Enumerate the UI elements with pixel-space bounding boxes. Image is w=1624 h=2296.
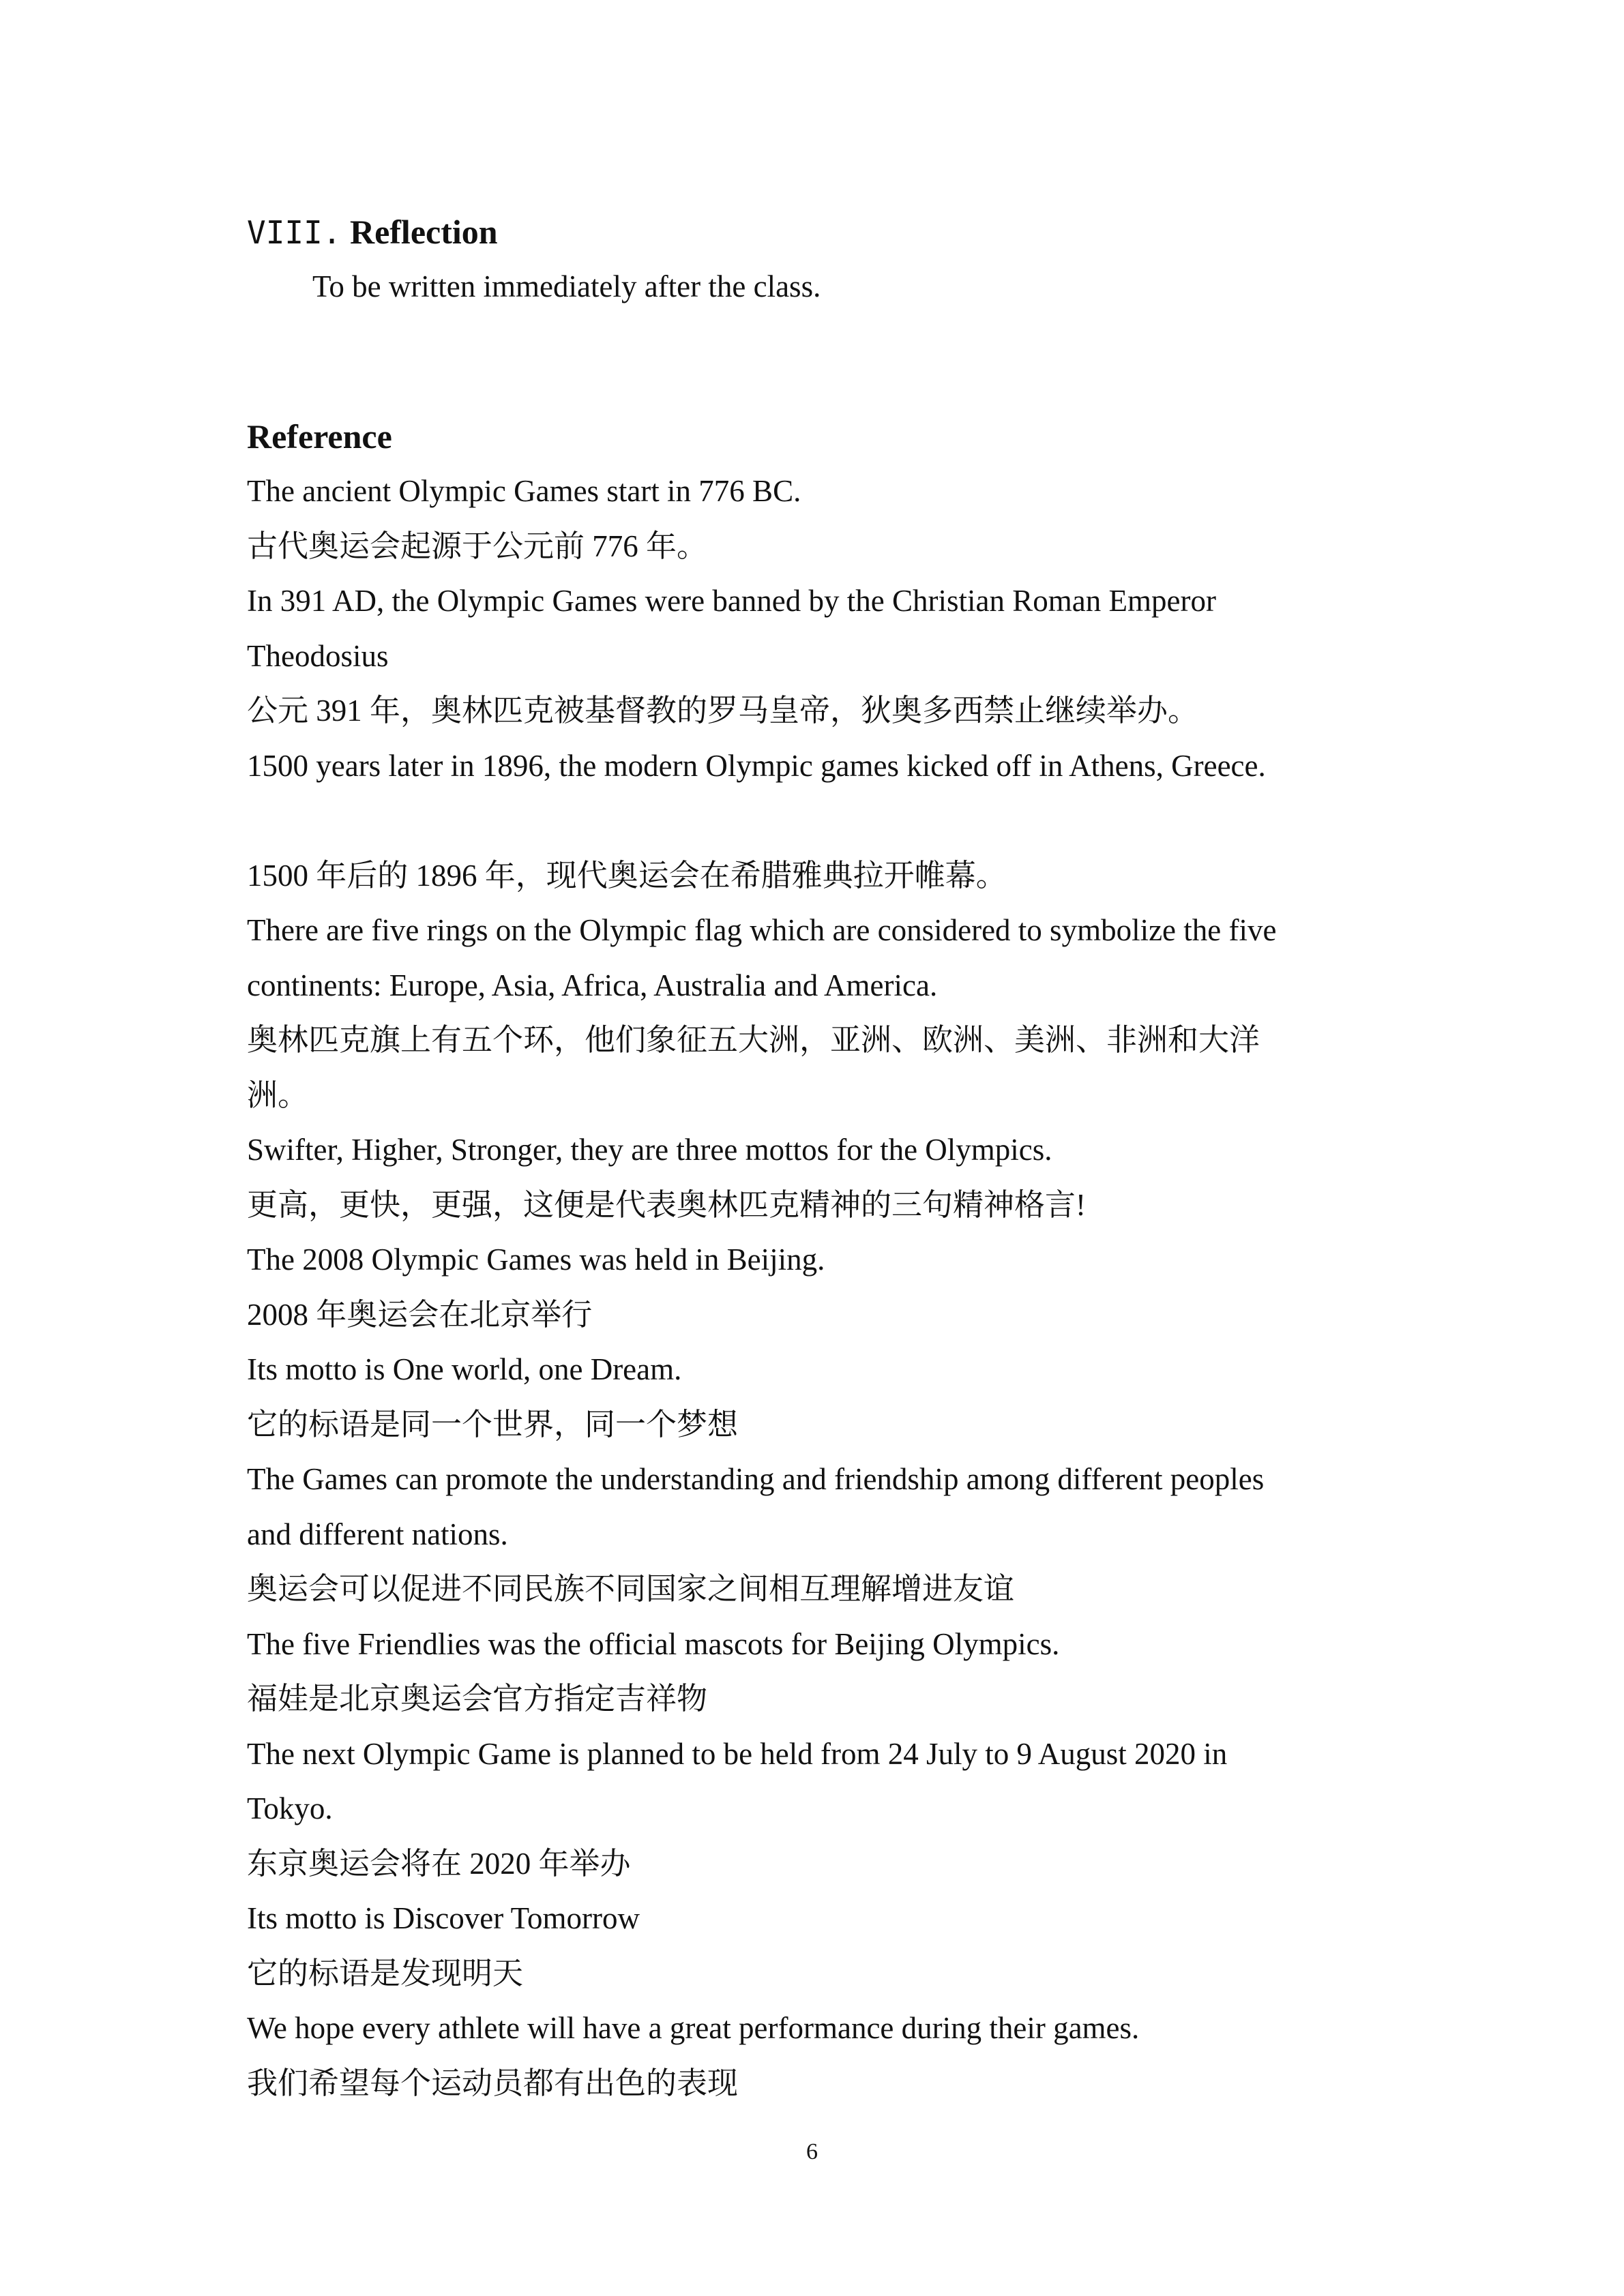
reference-line: 1500 年后的 1896 年，现代奥运会在希腊雅典拉开帷幕。 xyxy=(247,858,1007,893)
section-number: VIII. xyxy=(247,214,342,251)
reference-line: 1500 years later in 1896, the modern Olympic games kicked off in Athens, Greece. xyxy=(247,748,1266,783)
reference-line: The 2008 Olympic Games was held in Beijing. xyxy=(247,1242,825,1277)
reference-line: There are five rings on the Olympic flag which are considered to symbolize the five xyxy=(247,913,1277,947)
blank-line xyxy=(247,793,1386,848)
reference-line: 更高，更快，更强，这便是代表奥林匹克精神的三句精神格言! xyxy=(247,1187,1086,1222)
reflection-text: To be written immediately after the class. xyxy=(312,269,821,303)
reference-line: The five Friendlies was the official mascots for Beijing Olympics. xyxy=(247,1626,1060,1661)
section-spacer xyxy=(247,314,1386,409)
page-content xyxy=(247,205,1386,2111)
reference-line: 东京奥运会将在 2020 年举办 xyxy=(247,1846,631,1881)
reference-line: In 391 AD, the Olympic Games were banned by the Christian Roman Emperor xyxy=(247,584,1216,618)
reference-list xyxy=(247,464,1386,2111)
reference-line: 洲。 xyxy=(247,1077,309,1112)
reference-line: We hope every athlete will have a great performance during their games. xyxy=(247,2011,1140,2045)
reference-line: Its motto is One world, one Dream. xyxy=(247,1352,682,1386)
reference-line: 2008 年奥运会在北京举行 xyxy=(247,1297,593,1332)
reference-line: The Games can promote the understanding and friendship among different peoples xyxy=(247,1462,1265,1496)
page-number: 6 xyxy=(806,2139,818,2164)
reference-line: and different nations. xyxy=(247,1517,508,1551)
reference-line: The next Olympic Game is planned to be held from 24 July to 9 August 2020 in xyxy=(247,1736,1228,1771)
reference-line: 福娃是北京奥运会官方指定吉祥物 xyxy=(247,1682,708,1716)
reference-line: The ancient Olympic Games start in 776 BC. xyxy=(247,474,801,508)
reference-heading: Reference xyxy=(247,417,392,456)
reference-line: 奥运会可以促进不同民族不同国家之间相互理解增进友谊 xyxy=(247,1572,1015,1606)
reference-line: Tokyo. xyxy=(247,1791,333,1825)
reference-line: 奥林匹克旗上有五个环，他们象征五大洲，亚洲、欧洲、美洲、非洲和大洋 xyxy=(247,1023,1260,1057)
section-title: Reflection xyxy=(349,213,498,251)
reference-line: Theodosius xyxy=(247,638,389,673)
reference-line: 古代奥运会起源于公元前 776 年。 xyxy=(247,528,708,563)
reference-line: continents: Europe, Asia, Africa, Australia and America. xyxy=(247,968,938,1002)
reference-line: 它的标语是同一个世界，同一个梦想 xyxy=(247,1407,739,1442)
reference-line: 公元 391 年，奥林匹克被基督教的罗马皇帝，狄奥多西禁止继续举办。 xyxy=(247,694,1199,728)
reference-line: Swifter, Higher, Stronger, they are three mottos for the Olympics. xyxy=(247,1133,1052,1167)
reflection-heading xyxy=(247,205,1386,259)
reference-line: 我们希望每个运动员都有出色的表现 xyxy=(247,2066,739,2100)
reference-line: 它的标语是发现明天 xyxy=(247,1956,524,1991)
reference-line: Its motto is Discover Tomorrow xyxy=(247,1901,640,1935)
